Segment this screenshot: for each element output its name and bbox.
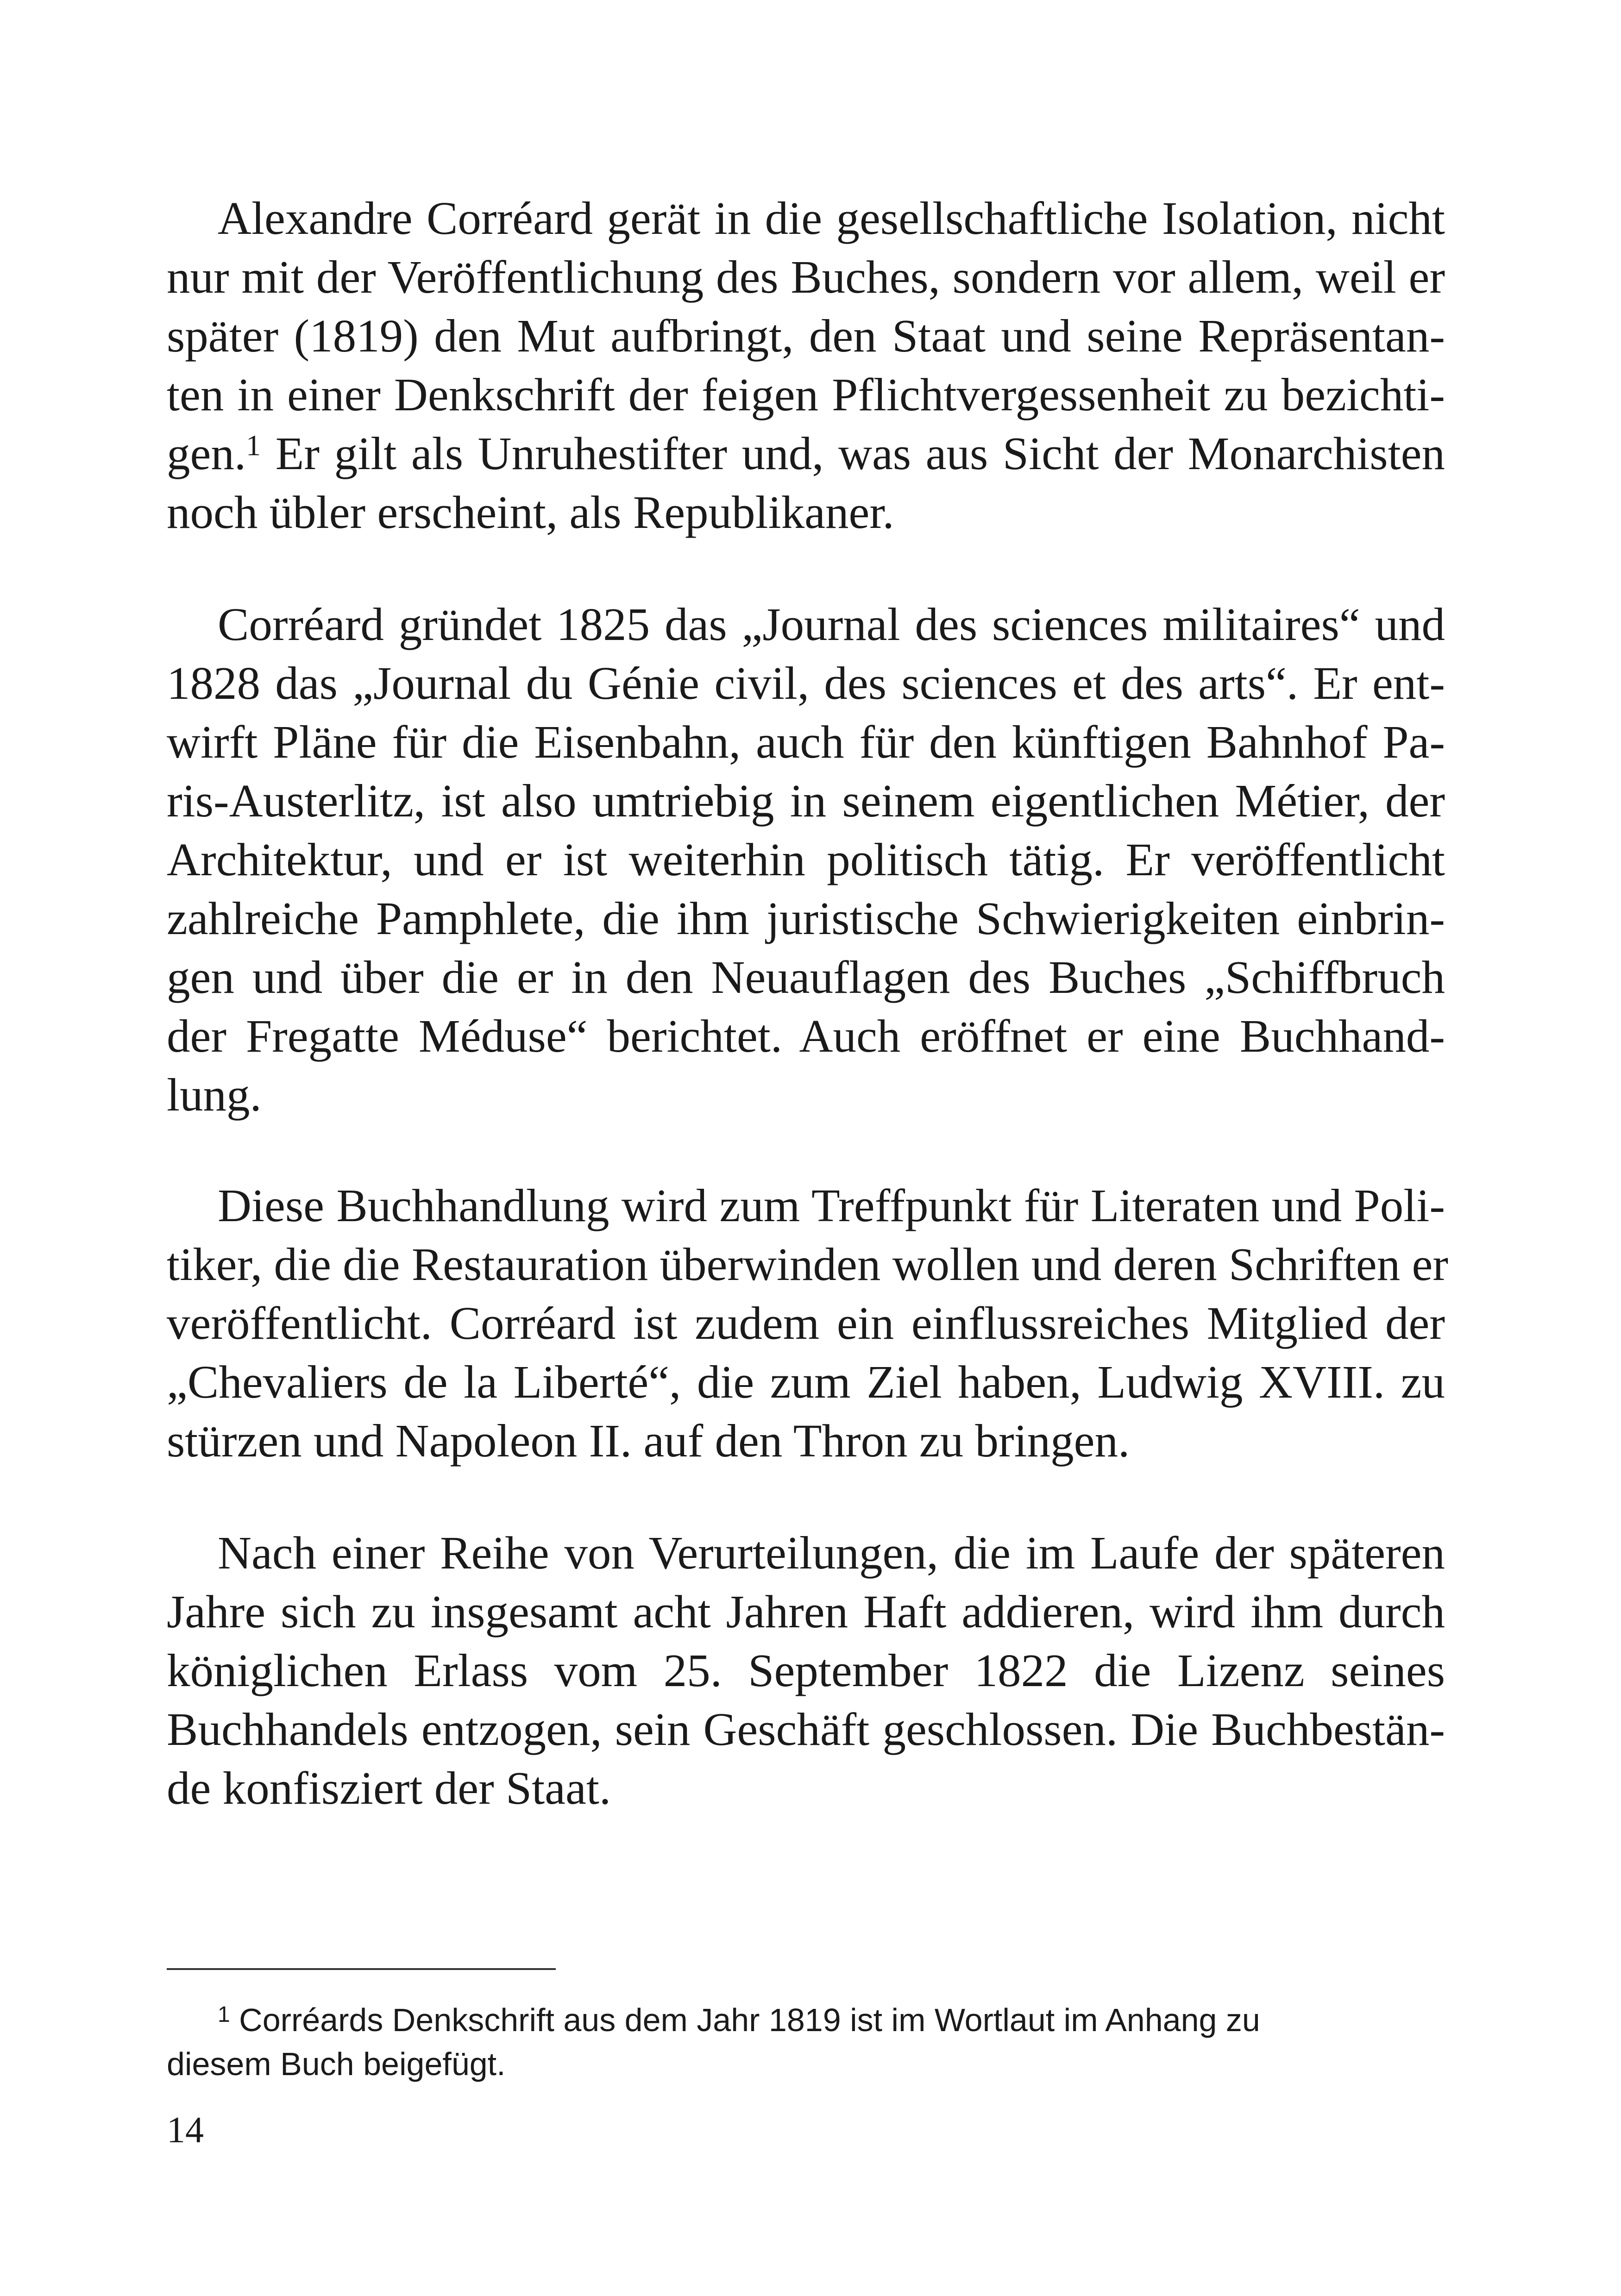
footnote-line: diesem Buch beigefügt.: [167, 2046, 506, 2082]
text-line: Alexandre Corréard gerät in die gesellschaftliche Isolation, nicht: [218, 192, 1445, 244]
text-line: später (1819) den Mut aufbringt, den Staat und seine Repräsentan-: [167, 310, 1445, 362]
text-line: ris-Austerlitz, ist also umtriebig in seinem eigentlichen Métier, der: [167, 775, 1445, 827]
text-fragment: gen.: [167, 427, 246, 479]
text-line: veröffentlicht. Corréard ist zudem ein einflussreiches Mitglied der: [167, 1297, 1445, 1349]
footnote: [167, 1998, 1445, 2086]
text-line: stürzen und Napoleon II. auf den Thron zu bringen.: [167, 1415, 1130, 1467]
footnote-reference[interactable]: 1: [246, 429, 261, 462]
text-line: der Fregatte Méduse“ berichtet. Auch eröffnet er eine Buchhand-: [167, 1010, 1445, 1062]
text-line: nur mit der Veröffentlichung des Buches, sondern vor allem, weil er: [167, 251, 1445, 303]
text-line: gen und über die er in den Neuauflagen des Buches „Schiffbruch: [167, 951, 1445, 1003]
text-line: Jahre sich zu insgesamt acht Jahren Haft addieren, wird ihm durch: [167, 1586, 1445, 1637]
page-number: 14: [167, 2110, 204, 2151]
footnote-line: [167, 1998, 1445, 2042]
text-line: ten in einer Denkschrift der feigen Pflichtvergessenheit zu bezichti-: [167, 369, 1445, 420]
text-line: Buchhandels entzogen, sein Geschäft geschlossen. Die Buchbestän-: [167, 1703, 1445, 1755]
footnote-number: 1: [218, 2002, 230, 2027]
text-line: wirft Pläne für die Eisenbahn, auch für den künftigen Bahnhof Pa-: [167, 716, 1445, 768]
text-line: noch übler erscheint, als Republikaner.: [167, 486, 894, 538]
text-line: Corréard gründet 1825 das „Journal des sciences militaires“ und: [218, 598, 1445, 650]
text-line: 1828 das „Journal du Génie civil, des sciences et des arts“. Er ent-: [167, 657, 1445, 709]
text-line: tiker, die die Restauration überwinden wollen und deren Schriften er: [167, 1238, 1448, 1290]
paragraph-1: [167, 189, 1445, 542]
text-line: zahlreiche Pamphlete, die ihm juristische Schwierigkeiten einbrin-: [167, 892, 1445, 944]
text-line: lung.: [167, 1069, 262, 1121]
paragraph-2: [167, 595, 1445, 1124]
text-line: Nach einer Reihe von Verurteilungen, die im Laufe der späteren: [218, 1527, 1445, 1579]
footnote-text: Corréards Denkschrift aus dem Jahr 1819 ist im Wortlaut im Anhang zu: [230, 2002, 1260, 2038]
paragraph-4: [167, 1524, 1445, 1818]
text-fragment: Er gilt als Unruhestifter und, was aus Sicht der Monarchisten: [261, 427, 1445, 479]
footnote-separator: [167, 1968, 556, 1970]
text-line: Architektur, und er ist weiterhin politisch tätig. Er veröffentlicht: [167, 834, 1445, 885]
text-line: königlichen Erlass vom 25. September 1822 die Lizenz seines: [167, 1644, 1445, 1696]
text-line-with-footnote-ref: [167, 424, 1445, 483]
text-line: „Chevaliers de la Liberté“, die zum Ziel haben, Ludwig XVIII. zu: [167, 1356, 1445, 1408]
paragraph-3: [167, 1176, 1448, 1470]
text-line: de konfisziert der Staat.: [167, 1762, 611, 1814]
text-line: Diese Buchhandlung wird zum Treffpunkt für Literaten und Poli-: [218, 1179, 1445, 1231]
